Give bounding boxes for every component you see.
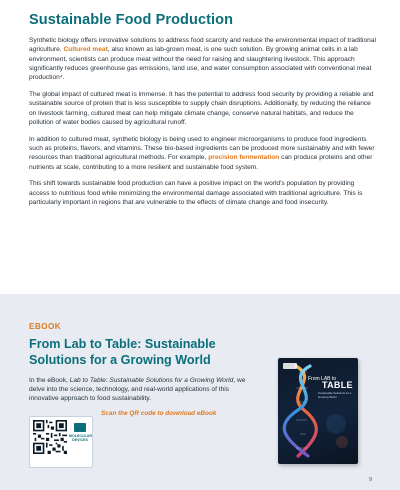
paragraph-3 bbox=[29, 135, 376, 172]
ebook-panel bbox=[0, 294, 400, 490]
paragraph-2: The global impact of cultured meat is immense. It has the potential to address food security by providing a reliable and sustainable source of protein that is less susceptible to supply chain disruptions. Additionally, by reducing the reliance on livestock farming, cultured meat can help mitigate climate change, conserve natural habitats, and reduce the pollution of water bodies caused by agricultural runoff. bbox=[29, 90, 374, 126]
molecular-devices-logo bbox=[69, 423, 91, 442]
cover-logo bbox=[283, 363, 297, 369]
paragraph-3-rest: can produce proteins and other nutrients at scale, contributing to a more resilient and sustainable food system. bbox=[29, 154, 373, 171]
cover-subtitle: Sustainable Solutions for a Growing World bbox=[318, 391, 352, 399]
cultured-meat-link[interactable]: Cultured meat bbox=[63, 46, 108, 54]
paragraph-1-rest: , also known as lab-grown meat, is one such solution. By growing animal cells in a lab environment, scientists can produce meat without the need for raising and slaughtering livestock. This approach significantly reduces greenhouse gas emissions, land use, and water consumption associated with conventional meat production⁴. bbox=[29, 46, 372, 82]
ebook-desc-title: Lab to Table: Sustainable Solutions for a Growing World bbox=[69, 377, 234, 384]
cover-title-table: TABLE bbox=[322, 380, 353, 390]
precision-fermentation-link[interactable]: precision fermentation bbox=[208, 154, 280, 162]
molecular-devices-logo-text: MOLECULAR DEVICES bbox=[69, 434, 92, 442]
ebook-label: EBOOK bbox=[29, 322, 62, 331]
paragraph-4: This shift towards sustainable food production can have a positive impact on the world's population by providing access to nutritious food while minimizing the environmental damage associated with traditional agriculture. This is particularly important in regions that are vulnerable to the effects of climate change and food insecurity. bbox=[29, 180, 363, 206]
paragraph-3-intro: In addition to cultured meat, synthetic biology is being used to engineer microorganisms to produce food ingredients such as proteins, flavors, and vitamins. These bio-based ingredients can be produced more sustainably and with fewer resources than traditional agricultural methods. For example, bbox=[29, 135, 375, 162]
dna-helix-icon bbox=[278, 358, 358, 464]
qr-code-card[interactable] bbox=[29, 416, 93, 468]
qr-code-icon[interactable] bbox=[33, 420, 67, 454]
cover-title-from: From LAB to bbox=[308, 376, 337, 382]
ebook-desc-rest: , we delve into the science, technology, and real-world applications of this innovative approach to food sustainability. bbox=[29, 377, 246, 403]
ebook-desc-intro: In the eBook, bbox=[29, 377, 70, 384]
ebook-cover-image[interactable] bbox=[278, 358, 358, 464]
ebook-description bbox=[29, 376, 249, 404]
paragraph-1 bbox=[29, 36, 376, 82]
ebook-title: From Lab to Table: Sustainable Solutions for a Growing World bbox=[29, 337, 216, 367]
paragraph-1-intro: Synthetic biology offers innovative solutions to address food scarcity and reduce the environmental impact of traditional agriculture. bbox=[29, 37, 376, 54]
molecular-devices-logo-icon bbox=[74, 423, 86, 432]
page-number: 9 bbox=[368, 477, 372, 483]
page-title: Sustainable Food Production bbox=[29, 12, 234, 28]
qr-instruction: Scan the QR code to download eBook bbox=[101, 410, 217, 417]
